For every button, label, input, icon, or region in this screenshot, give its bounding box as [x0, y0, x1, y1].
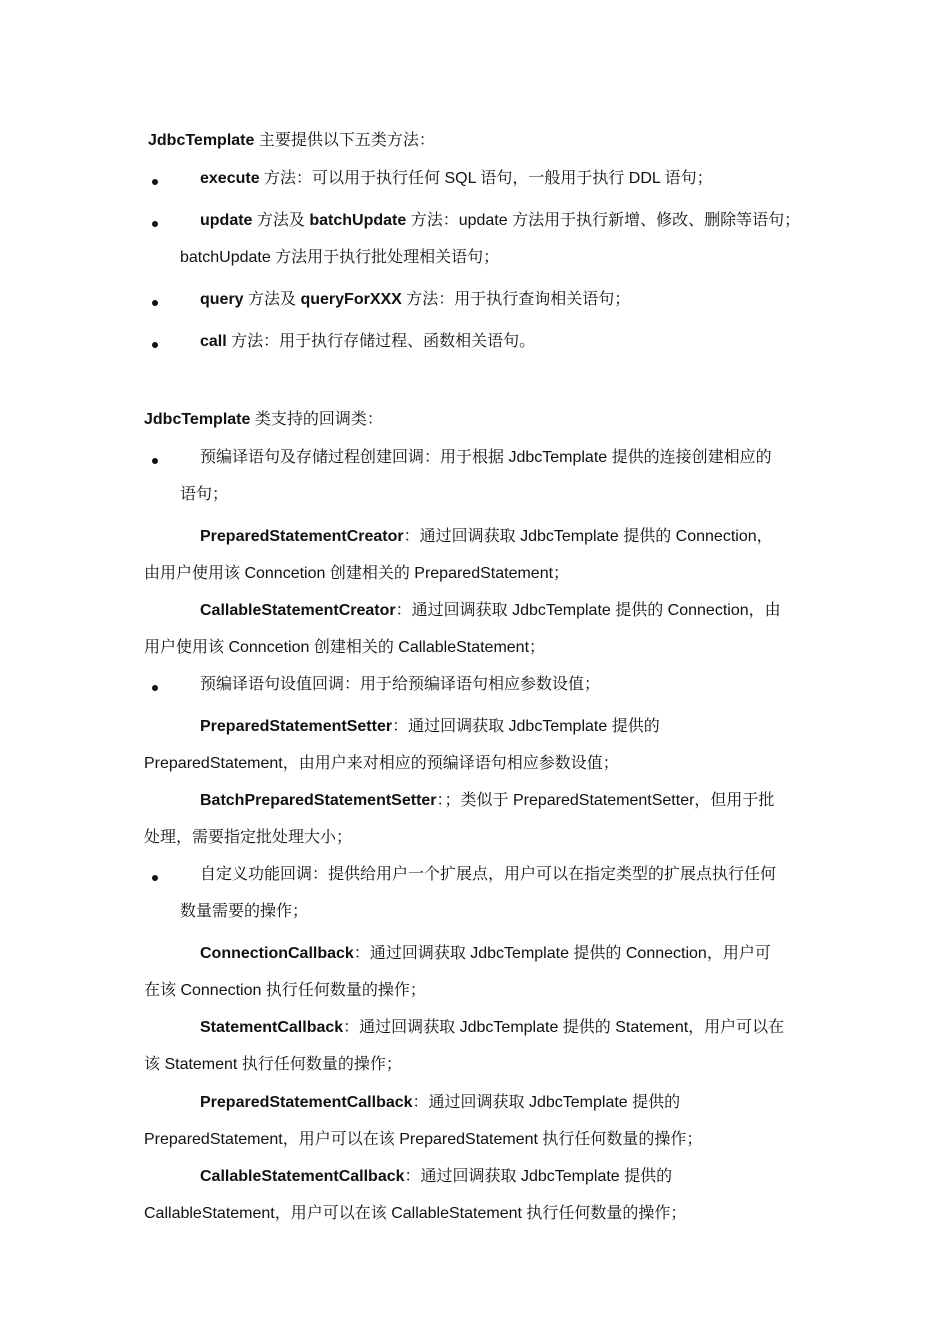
entry-prepared-statement-setter: PreparedStatementSetter：通过回调获取 JdbcTemplate 提供的: [200, 718, 660, 735]
method-item-execute: execute 方法：可以用于执行任何 SQL 语句，一般用于执行 DDL 语句；: [200, 170, 713, 187]
bullet-icon: [152, 179, 158, 185]
section2-intro: JdbcTemplate 类支持的回调类：: [144, 411, 383, 428]
callback-group-creator: 预编译语句及存储过程创建回调：用于根据 JdbcTemplate 提供的连接创建相应的: [200, 449, 772, 466]
method-item-query: query 方法及 queryForXXX 方法：用于执行查询相关语句；: [200, 291, 631, 308]
entry-cont: 该 Statement 执行任何数量的操作；: [144, 1056, 402, 1073]
entry-callable-statement-creator: CallableStatementCreator：通过回调获取 JdbcTemplate 提供的 Connection，由: [200, 602, 781, 619]
entry-cont: CallableStatement，用户可以在该 CallableStatement 执行任何数量的操作；: [144, 1205, 687, 1222]
callback-group-creator-cont: 语句；: [180, 486, 229, 503]
entry-prepared-statement-callback: PreparedStatementCallback：通过回调获取 JdbcTemplate 提供的: [200, 1094, 681, 1111]
entry-batch-prepared-statement-setter: BatchPreparedStatementSetter：；类似于 PreparedStatementSetter，但用于批: [200, 792, 775, 809]
entry-callable-statement-callback: CallableStatementCallback：通过回调获取 JdbcTemplate 提供的: [200, 1168, 673, 1185]
entry-cont: 用户使用该 Conncetion 创建相关的 CallableStatement；: [144, 639, 546, 656]
entry-cont: 处理，需要指定批处理大小；: [144, 829, 353, 846]
entry-connection-callback: ConnectionCallback：通过回调获取 JdbcTemplate 提供的 Connection，用户可: [200, 945, 771, 962]
callback-group-custom-cont: 数量需要的操作；: [180, 903, 309, 920]
entry-prepared-statement-creator: PreparedStatementCreator：通过回调获取 JdbcTemplate 提供的 Connection，: [200, 528, 773, 545]
method-item-call: call 方法：用于执行存储过程、函数相关语句。: [200, 333, 536, 350]
bullet-icon: [152, 300, 158, 306]
entry-statement-callback: StatementCallback：通过回调获取 JdbcTemplate 提供的 Statement，用户可以在: [200, 1019, 785, 1036]
bullet-icon: [152, 685, 158, 691]
entry-cont: PreparedStatement，用户可以在该 PreparedStatement 执行任何数量的操作；: [144, 1131, 703, 1148]
bullet-icon: [152, 221, 158, 227]
callback-group-setter: 预编译语句设值回调：用于给预编译语句相应参数设值；: [200, 676, 601, 693]
bullet-icon: [152, 342, 158, 348]
entry-cont: 在该 Connection 执行任何数量的操作；: [144, 982, 426, 999]
method-item-update-cont: batchUpdate 方法用于执行批处理相关语句；: [180, 249, 500, 266]
bullet-icon: [152, 458, 158, 464]
method-item-update: update 方法及 batchUpdate 方法：update 方法用于执行新增、修改、删除等语句；: [200, 212, 801, 229]
callback-group-custom: 自定义功能回调：提供给用户一个扩展点，用户可以在指定类型的扩展点执行任何: [200, 866, 777, 883]
entry-cont: PreparedStatement，由用户来对相应的预编译语句相应参数设值；: [144, 755, 619, 772]
bullet-icon: [152, 875, 158, 881]
entry-cont: 由用户使用该 Conncetion 创建相关的 PreparedStatement；: [144, 565, 570, 582]
section1-intro: JdbcTemplate 主要提供以下五类方法：: [148, 132, 435, 149]
